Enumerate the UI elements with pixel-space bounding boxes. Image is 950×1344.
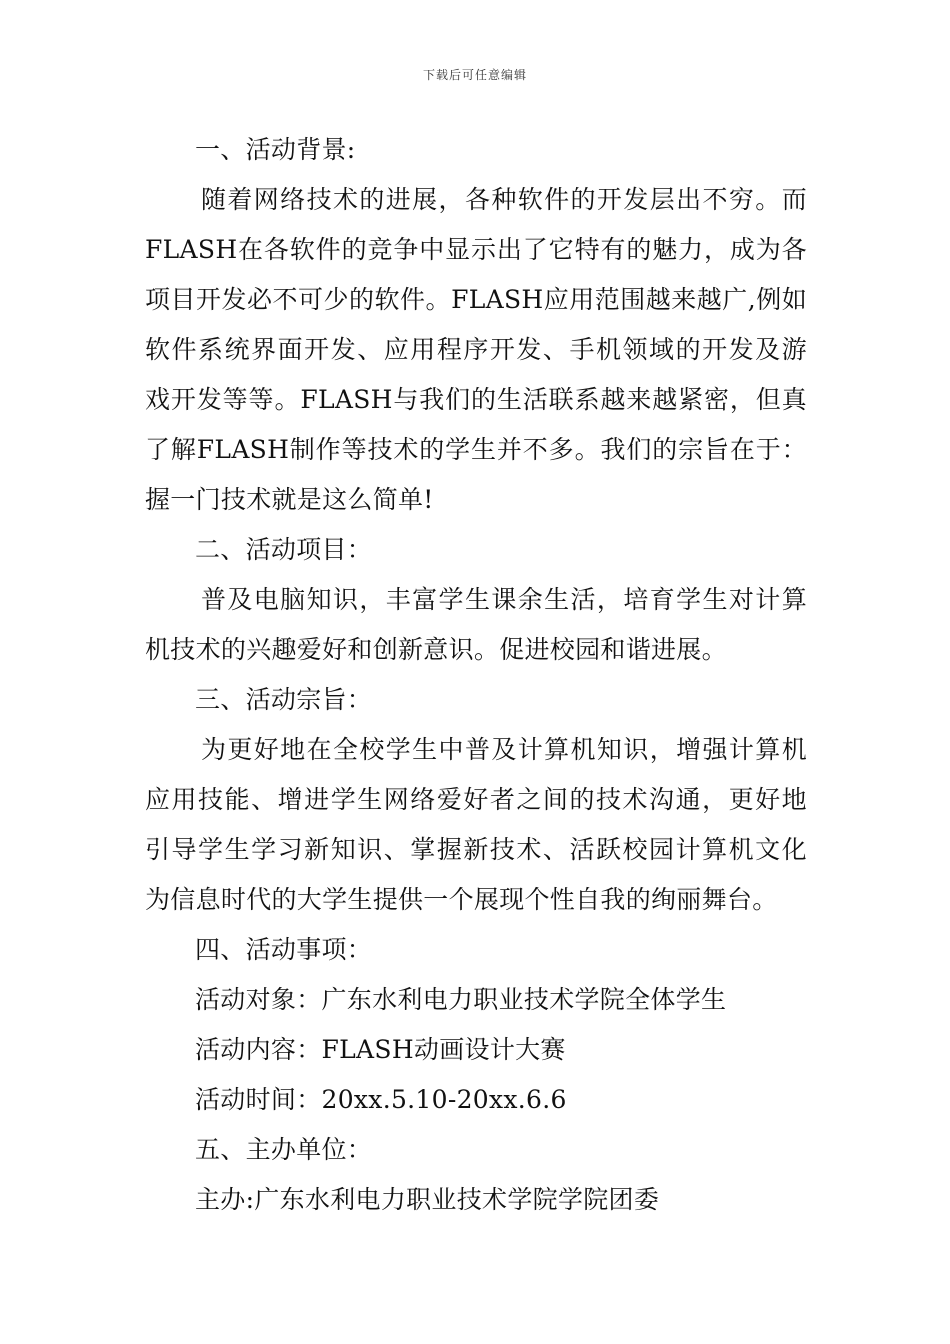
paragraph-line: 机技术的兴趣爱好和创新意识。促进校园和谐进展。: [145, 635, 727, 664]
paragraph-line: FLASH在各软件的竞争中显示出了它特有的魅力，成为各: [145, 235, 807, 264]
list-item: 活动内容：FLASH动画设计大赛: [195, 1035, 566, 1064]
paragraph-line: 软件系统界面开发、应用程序开发、手机领域的开发及游: [145, 335, 807, 364]
section-heading-organizer: 五、主办单位：: [195, 1135, 373, 1164]
paragraph-line: 戏开发等等。FLASH与我们的生活联系越来越紧密，但真: [145, 385, 807, 414]
section-heading-projects: 二、活动项目：: [195, 535, 373, 564]
section-heading-background: 一、活动背景:: [195, 135, 356, 164]
list-item: 活动对象：广东水利电力职业技术学院全体学生: [195, 985, 727, 1014]
paragraph-line: 随着网络技术的进展，各种软件的开发层出不穷。而: [201, 185, 807, 214]
section-heading-matters: 四、活动事项：: [195, 935, 373, 964]
list-item: 活动时间：20xx.5.10-20xx.6.6: [195, 1085, 567, 1114]
paragraph-line: 普及电脑知识，丰富学生课余生活，培育学生对计算: [201, 585, 807, 614]
document-body: [145, 125, 807, 1225]
paragraph-line: 引导学生学习新知识、掌握新技术、活跃校园计算机文化: [145, 835, 807, 864]
list-item: 主办:广东水利电力职业技术学院学院团委: [195, 1185, 660, 1214]
paragraph-line: 为更好地在全校学生中普及计算机知识，增强计算机: [201, 735, 807, 764]
paragraph-line: 应用技能、增进学生网络爱好者之间的技术沟通，更好地: [145, 785, 807, 814]
page-header: 下载后可任意编辑: [422, 68, 527, 82]
paragraph-line: 为信息时代的大学生提供一个展现个性自我的绚丽舞台。: [145, 885, 778, 914]
paragraph-line: 项目开发必不可少的软件。FLASH应用范围越来越广,例如: [145, 285, 807, 314]
section-heading-purpose: 三、活动宗旨：: [195, 685, 373, 714]
paragraph-line: 了解FLASH制作等技术的学生并不多。我们的宗旨在于：: [145, 435, 807, 464]
paragraph-line: 握一门技术就是这么简单!: [145, 485, 434, 514]
